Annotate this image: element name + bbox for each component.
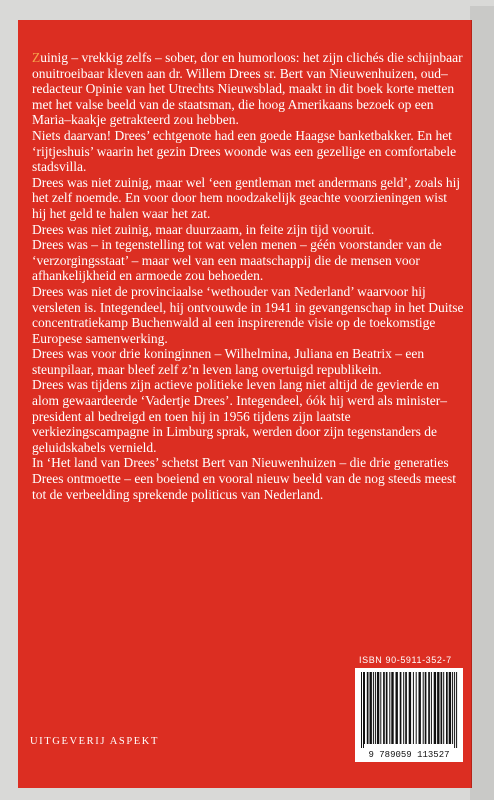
drop-cap: Z <box>32 50 41 65</box>
barcode-bar <box>446 672 448 744</box>
barcode-bar <box>425 672 427 744</box>
barcode-guard-bar <box>363 672 364 748</box>
barcode-bar <box>400 672 402 744</box>
blurb-paragraph-6: Drees was niet de provinciaalse ‘wethouder van Nederland’ waarvoor hij versleten is. Integendeel, hij ontvouwde in 1941 in gevangenschap in het Duitse concentratiekamp Buchenwald al een inspirerende visie op de toekomstige Europese samenwerking. <box>32 283 464 346</box>
barcode-bar <box>437 672 439 744</box>
barcode-bar <box>370 672 372 744</box>
blurb-paragraph-9: In ‘Het land van Drees’ schetst Bert van Nieuwenhuizen – die drie generaties Drees ontmoette – een boeiend en vooral nieuw beeld van de nog steeds meest tot de verbeelding sprekende politicus van Nederland. <box>32 455 456 502</box>
barcode-bar <box>383 672 385 744</box>
barcode-bar <box>413 672 414 744</box>
barcode <box>355 668 463 762</box>
barcode-bar <box>396 672 398 744</box>
blurb-paragraph-1 <box>32 50 464 128</box>
barcode-bar <box>403 672 404 744</box>
barcode-bar <box>443 672 444 744</box>
barcode-bar <box>431 672 432 744</box>
barcode-bar <box>416 672 417 744</box>
barcode-ean-digits: 9 789059 113527 <box>368 750 450 760</box>
barcode-bar <box>419 672 421 744</box>
barcode-bar <box>441 672 443 744</box>
publisher-name: UITGEVERIJ ASPEKT <box>30 736 159 747</box>
barcode-bar <box>423 672 424 744</box>
barcode-bar <box>409 672 411 744</box>
barcode-guard-bar <box>456 672 457 748</box>
blurb-paragraph-7: Drees was voor drie koninginnen – Wilhelmina, Juliana en Beatrix – een steunpilaar, maar bleef zelf z’n leven lang overtuigd republikein. <box>32 346 425 377</box>
barcode-bar <box>380 672 381 744</box>
barcode-bar <box>428 672 430 744</box>
barcode-bar <box>386 672 388 744</box>
barcode-bar <box>367 672 369 744</box>
blurb-paragraph-5: Drees was – in tegenstelling tot wat velen menen – géén voorstander van de ‘verzorgingsstaat’ – maar wel van een maatschappij die de mensen voor afhankelijkheid en armoede zou behoeden. <box>32 237 442 284</box>
barcode-bar <box>389 672 390 744</box>
blurb-paragraph-4: Drees was niet zuinig, maar duurzaam, in feite zijn tijd vooruit. <box>32 221 375 237</box>
barcode-icon <box>355 668 463 762</box>
book-page-edge <box>470 6 494 800</box>
barcode-bar <box>434 672 436 744</box>
blurb-paragraph-8: Drees was tijdens zijn actieve politieke leven lang niet altijd de gevierde en alom gewaardeerde ‘Vadertje Drees’. Integendeel, óók hij werd als minister–president al bedreigd en toen hij in 1956 tijdens zijn laatste verkiezingscampagne in Limburg sprak, werden door zijn tegenstanders de geluidskabels vernield. <box>32 377 447 455</box>
barcode-bar <box>391 672 393 744</box>
red-back-cover <box>18 20 471 788</box>
blurb-paragraph-3: Drees was niet zuinig, maar wel ‘een gentleman met andermans geld’, zoals hij het zelf noemde. En voor door hem noodzakelijk geachte voorzieningen wist hij het geld te halen waar het zat. <box>32 174 461 221</box>
barcode-bar <box>449 672 451 744</box>
barcode-bar <box>377 672 379 744</box>
barcode-guard-bar <box>361 672 362 748</box>
blurb-text <box>32 50 464 502</box>
barcode-guard-bar <box>454 672 455 748</box>
barcode-bar <box>373 672 374 744</box>
barcode-bar <box>375 672 376 744</box>
barcode-bar <box>364 672 365 744</box>
isbn-label: ISBN 90-5911-352-7 <box>359 655 452 665</box>
blurb-paragraph-2: Niets daarvan! Drees’ echtgenote had een goede Haagse banketbakker. En het ‘rijtjeshuis’ waarin het gezin Drees woonde was een gezellige en comfortabele stadsvilla. <box>32 127 457 175</box>
blurb-paragraph-1-text: uinig – vrekkig zelfs – sober, dor en humorloos: het zijn clichés die schijnbaar onuitroeibaar kleven aan dr. Willem Drees sr. Bert van Nieuwenhuizen, oud–redacteur Opinie van het Utrechts Nieuwsblad, maakt in dit boek korte metten met het valse beeld van de staatsman, die hoog Amerikaans bezoek op een Maria–kaakje getrakteerd zou hebben. <box>32 50 463 128</box>
barcode-bar <box>405 672 407 744</box>
barcode-bar <box>452 672 453 744</box>
